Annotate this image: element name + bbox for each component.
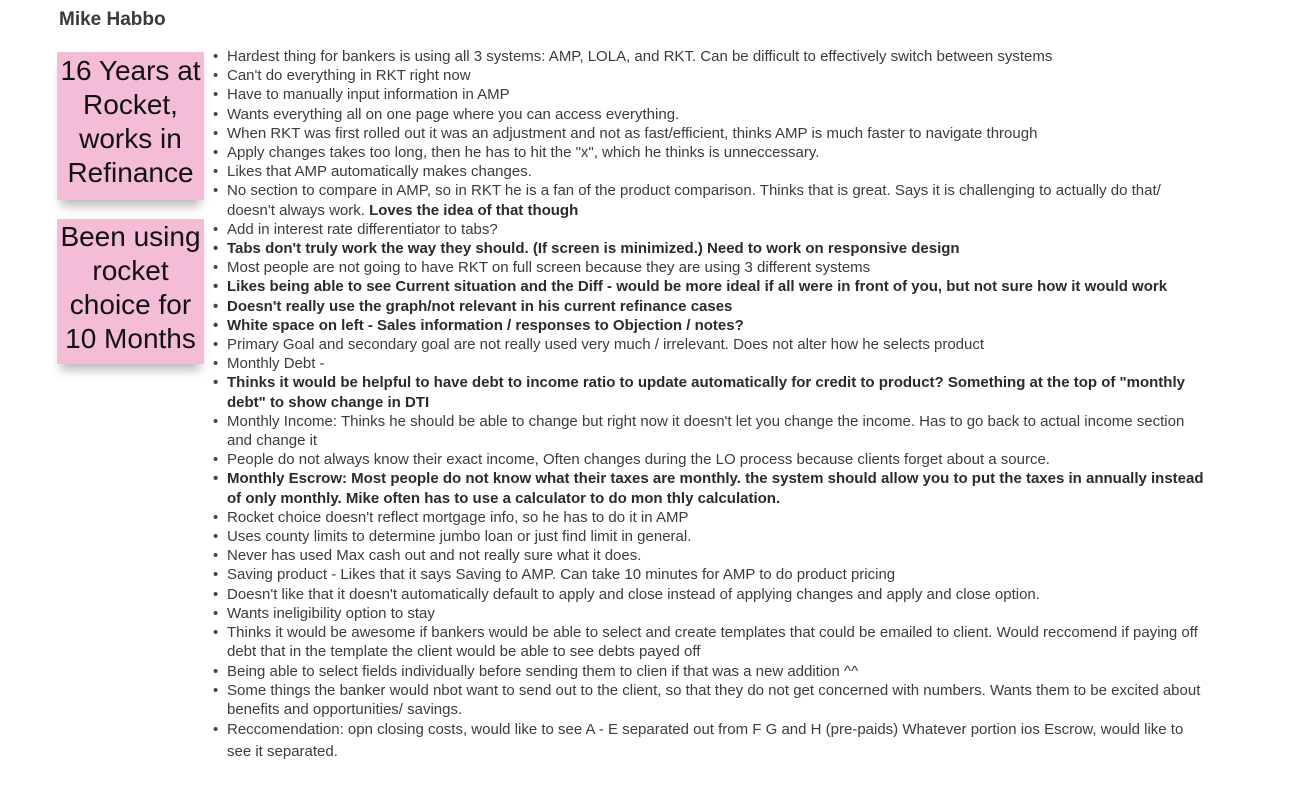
- note-item: [212, 623, 1207, 661]
- note-item: [212, 354, 1207, 373]
- note-text: Rocket choice doesn't reflect mortgage info, so he has to do it in AMP: [227, 508, 689, 526]
- interview-notes-list: [212, 47, 1207, 763]
- note-item: [212, 181, 1207, 219]
- note-item: [212, 297, 1207, 316]
- note-text: Wants everything all on one page where you can access everything.: [227, 105, 680, 123]
- note-item: [212, 220, 1207, 239]
- note-item: [212, 565, 1207, 584]
- note-item: [212, 143, 1207, 162]
- note-item: [212, 124, 1207, 143]
- note-text: Thinks it would be helpful to have debt to income ratio to update automatically for credit to product? Something at the top of "monthly debt" to show change in DTI: [227, 374, 1185, 411]
- note-text: White space on left - Sales information / responses to Objection / notes?: [227, 316, 744, 334]
- note-text: People do not always know their exact income, Often changes during the LO process because clients forget about a source.: [227, 451, 1050, 469]
- note-text: Monthly Escrow: Most people do not know what their taxes are monthly. the system should allow you to put the taxes in annually instead of only monthly. Mike often has to use a calculator to do mon thly calculation.: [227, 470, 1204, 507]
- note-text: Doesn't like that it doesn't automatically default to apply and close instead of applying changes and apply and close option.: [227, 585, 1040, 603]
- note-item: [212, 450, 1207, 469]
- note-item: [212, 527, 1207, 546]
- note-text: Add in interest rate differentiator to tabs?: [227, 220, 498, 238]
- note-text: Most people are not going to have RKT on full screen because they are using 3 different systems: [227, 259, 871, 277]
- note-text: Likes that AMP automatically makes changes.: [227, 163, 532, 181]
- note-item: [212, 239, 1207, 258]
- note-item: [212, 258, 1207, 277]
- note-text: Being able to select fields individually before sending them to clien if that was a new addition ^^: [227, 662, 859, 680]
- note-item: [212, 373, 1207, 411]
- note-text: Thinks it would be awesome if bankers would be able to select and create templates that could be emailed to client. Would reccomend if paying off debt that in the template the client would be able to see debts payed off: [227, 624, 1198, 661]
- note-item: [212, 105, 1207, 124]
- note-item: [212, 508, 1207, 527]
- note-text: Monthly Debt -: [227, 355, 325, 373]
- note-item: [212, 585, 1207, 604]
- note-text: Hardest thing for bankers is using all 3 systems: AMP, LOLA, and RKT. Can be difficult to effectively switch between systems: [227, 48, 1053, 65]
- note-item: [212, 316, 1207, 335]
- note-item: [212, 719, 1207, 763]
- note-item: [212, 546, 1207, 565]
- note-item: [212, 85, 1207, 104]
- sticky-note-tenure: 16 Years at Rocket, works in Refinance: [57, 52, 204, 200]
- note-text: Likes being able to see Current situation and the Diff - would be more ideal if all were in front of you, but not sure how it would work: [227, 278, 1168, 296]
- note-text: Reccomendation: opn closing costs, would like to see A - E separated out from F G and H (pre-paids) Whatever portion ios Escrow, would like to see it separated.: [227, 721, 1184, 761]
- note-item: [212, 162, 1207, 181]
- note-item: [212, 662, 1207, 681]
- sticky-note-usage: Been using rocket choice for 10 Months: [57, 219, 204, 364]
- note-text: Can't do everything in RKT right now: [227, 67, 471, 85]
- note-item: [212, 681, 1207, 719]
- note-text: Never has used Max cash out and not really sure what it does.: [227, 547, 642, 565]
- note-text: Monthly Income: Thinks he should be able to change but right now it doesn't let you change the income. Has to go back to actual income section and change it: [227, 412, 1185, 450]
- note-item: [212, 47, 1207, 66]
- note-text: Doesn't really use the graph/not relevant in his current refinance cases: [227, 297, 733, 315]
- note-item: [212, 604, 1207, 623]
- note-text: Some things the banker would nbot want to send out to the client, so that they do not get concerned with numbers. Wants them to be excited about benefits and opportunities/ savings.: [227, 681, 1201, 718]
- note-text: Have to manually input information in AMP: [227, 86, 510, 104]
- note-item: [212, 335, 1207, 354]
- note-text: Apply changes takes too long, then he has to hit the "x", which he thinks is unneccessary.: [227, 144, 820, 162]
- page-title: Mike Habbo: [59, 9, 166, 30]
- note-item: [212, 469, 1207, 507]
- note-text: No section to compare in AMP, so in RKT he is a fan of the product comparison. Thinks that is great. Says it is challenging to actually do that/ doesn't always work.: [227, 182, 1161, 219]
- note-text: Saving product - Likes that it says Saving to AMP. Can take 10 minutes for AMP to do product pricing: [227, 566, 896, 584]
- note-item: [212, 66, 1207, 85]
- note-text: Tabs don't truly work the way they should. (If screen is minimized.) Need to work on responsive design: [227, 240, 960, 258]
- note-text: Primary Goal and secondary goal are not really used very much / irrelevant. Does not alter how he selects product: [227, 336, 985, 354]
- note-emphasis: Loves the idea of that though: [369, 201, 579, 219]
- note-text: Uses county limits to determine jumbo loan or just find limit in general.: [227, 528, 692, 546]
- note-text: When RKT was first rolled out it was an adjustment and not as fast/efficient, thinks AMP is much faster to navigate through: [227, 124, 1038, 142]
- note-item: [212, 412, 1207, 450]
- note-item: [212, 277, 1207, 296]
- note-text: Wants ineligibility option to stay: [227, 604, 435, 622]
